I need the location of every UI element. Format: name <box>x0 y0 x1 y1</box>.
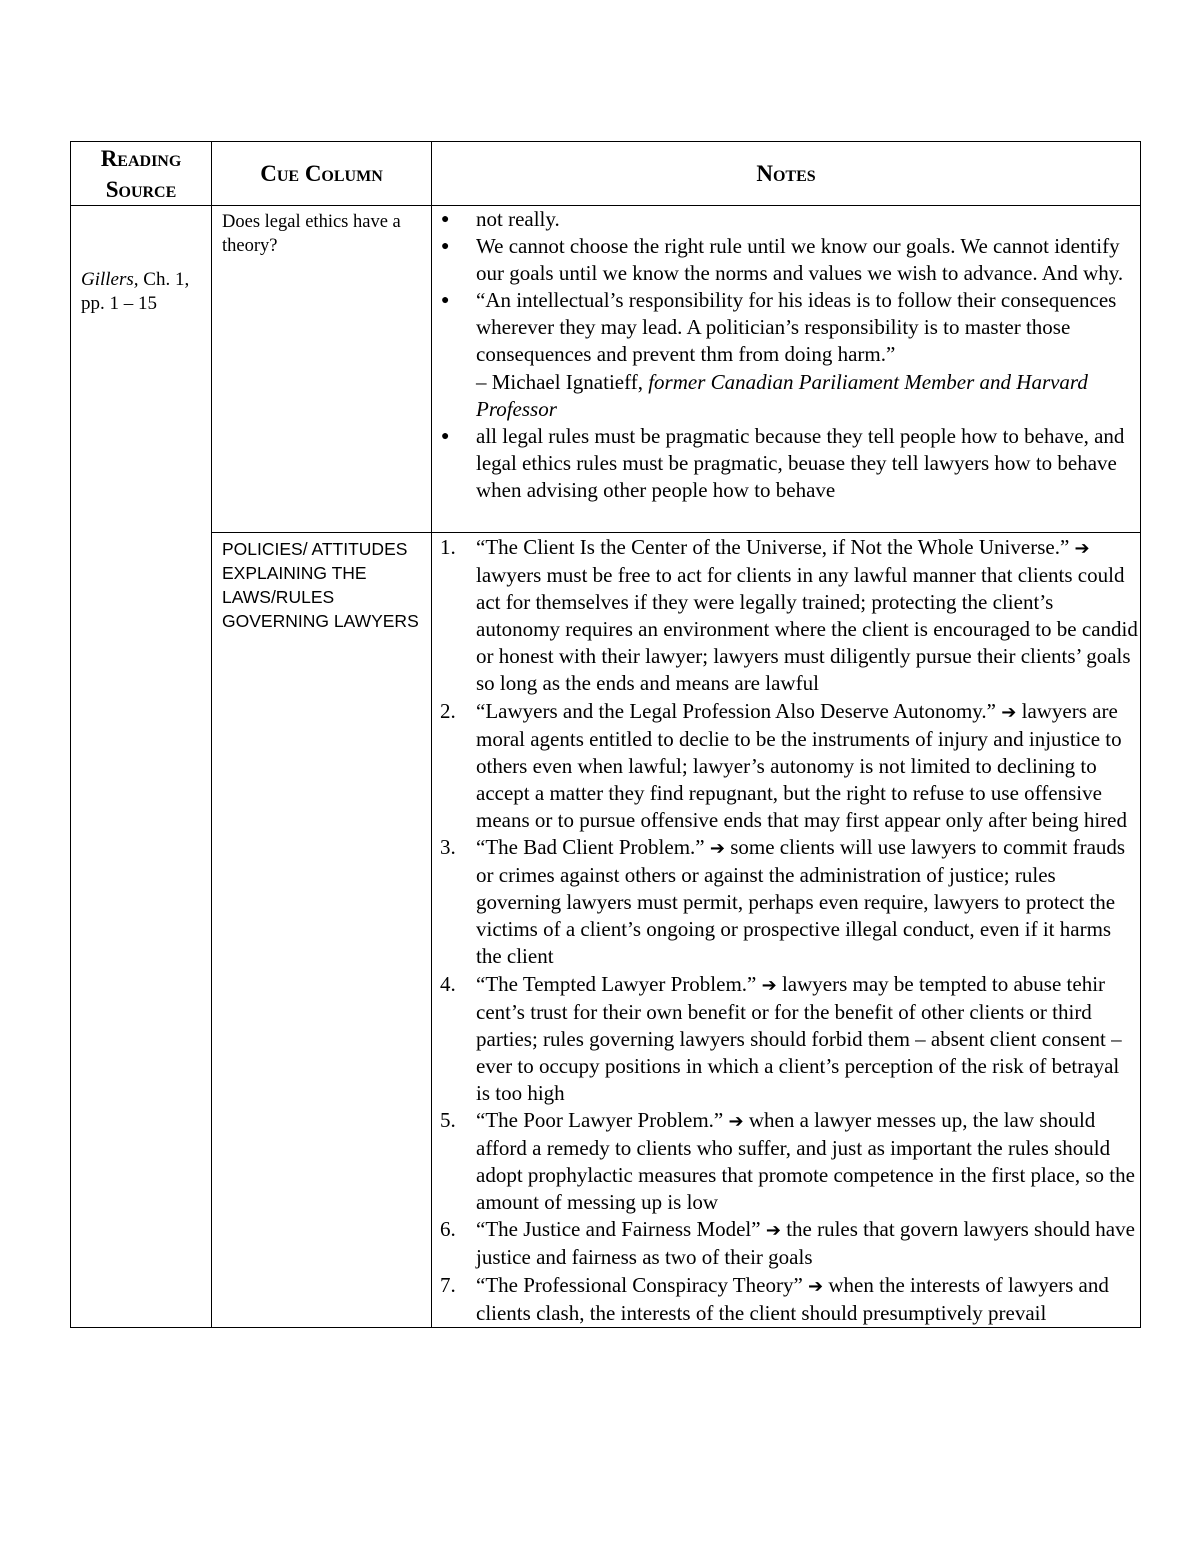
cue-cell <box>212 533 432 1328</box>
item-quote: “The Poor Lawyer Problem.” <box>476 1107 724 1132</box>
arrow-right-icon: ➔ <box>728 1110 744 1132</box>
cue-text: POLICIES/ ATTITUDES EXPLAINING THE LAWS/RULES GOVERNING LAWYERS <box>222 539 419 631</box>
notes-cell <box>432 206 1141 533</box>
item-number: 7. <box>440 1272 456 1297</box>
item-quote: “The Client Is the Center of the Universe, if Not the Whole Universe.” <box>476 535 1070 559</box>
notes-header: Notes <box>432 142 1141 206</box>
item-number: 1. <box>440 535 456 559</box>
list-item <box>432 534 1138 698</box>
numbered-list <box>432 534 1138 1327</box>
notes-cell <box>432 533 1141 1328</box>
bullet-text: all legal rules must be pragmatic because they tell people how to behave, and legal ethics rules must be pragmatic, beuase they tell lawyers how to behave when advising other people how to behave <box>476 423 1125 502</box>
item-text: the rules that govern lawyers should have justice and fairness as two of their goals <box>476 1217 1135 1270</box>
reading-source-cell <box>71 206 212 1328</box>
item-text: lawyers are moral agents entitled to declie to be the instruments of injury and injustice to others even when lawful; lawyer’s autonomy is not limited to declining to accept a matter they find repugnant, but the right to refuse to use offensive means or to pursue offensive ends that may first appear only after being hired <box>476 698 1127 832</box>
bullet-list <box>432 206 1138 504</box>
arrow-right-icon: ➔ <box>709 838 725 860</box>
item-quote: “The Tempted Lawyer Problem.” <box>476 971 757 996</box>
list-item <box>432 971 1138 1107</box>
cue-cell <box>212 206 432 533</box>
header-row <box>71 142 1141 206</box>
list-item <box>432 698 1138 834</box>
list-item <box>432 1272 1138 1327</box>
item-text: when the interests of lawyers and clients clash, the interests of the client should presumptively prevail <box>476 1272 1109 1325</box>
item-quote: “Lawyers and the Legal Profession Also Deserve Autonomy.” <box>476 698 997 723</box>
item-number: 3. <box>440 835 456 860</box>
item-quote: “The Bad Client Problem.” <box>476 835 705 860</box>
cue-text: Does legal ethics have a theory? <box>222 212 401 256</box>
arrow-right-icon: ➔ <box>1001 701 1017 723</box>
item-quote: “The Justice and Fairness Model” <box>476 1217 761 1242</box>
table-row <box>71 206 1141 533</box>
bullet-icon: ● <box>441 239 450 255</box>
item-number: 2. <box>440 698 456 723</box>
bullet-icon: ● <box>441 212 450 227</box>
reading-source-header-line2: Source <box>105 176 177 202</box>
list-item <box>432 834 1138 970</box>
item-text: some clients will use lawyers to commit frauds or crimes against others or against the administration of justice; rules governing lawyers must permit, perhaps even require, lawyers to protect the victims of a client’s ongoing or prospective illegal conduct, even if it harms the client <box>476 835 1126 969</box>
item-number: 6. <box>440 1217 456 1242</box>
arrow-right-icon: ➔ <box>808 1275 824 1297</box>
list-item <box>432 1216 1138 1271</box>
item-number: 4. <box>440 971 456 996</box>
reading-source-header-line1: Reading <box>100 145 182 171</box>
item-text: lawyers may be tempted to abuse tehir cent’s trust for their own benefit or for the benefit of other clients or third parties; rules governing lawyers should forbid them – absent client consent – ever to occupy positions in which a client’s perception of the risk of betrayal is too high <box>476 971 1122 1105</box>
item-text: lawyers must be free to act for clients in any lawful manner that clients could act for themselves if they were legally trained; protecting the client’s autonomy requires an environment where the client is encouraged to be candid or honest with their lawyer; lawyers must diligently pursue their clients’ goals so long as the ends and means are lawful <box>476 563 1138 696</box>
item-text: when a lawyer messes up, the law should afford a remedy to clients who suffer, and just as important the rules should adopt prophylactic measures that promote competence in the first place, so the amount of messing up is low <box>476 1107 1135 1215</box>
source-author: Gillers, <box>81 269 139 290</box>
bullet-text: We cannot choose the right rule until we know our goals. We cannot identify our goals until we know the norms and values we wish to advance. And why. <box>476 234 1124 286</box>
quote-attribution-title: former Canadian Pariliament Member and Harvard Professor <box>476 369 1088 421</box>
source-pages: Ch. 1, pp. 1 – 15 <box>81 269 190 314</box>
list-item <box>432 423 1138 504</box>
list-item <box>432 1107 1138 1216</box>
arrow-right-icon: ➔ <box>761 974 777 996</box>
list-item <box>432 287 1138 422</box>
bullet-icon: ● <box>441 293 450 309</box>
list-item <box>432 233 1138 287</box>
arrow-right-icon: ➔ <box>765 1220 781 1242</box>
table-row <box>71 533 1141 1328</box>
list-item <box>432 206 1138 233</box>
cornell-notes-table <box>70 141 1141 1328</box>
item-quote: “The Professional Conspiracy Theory” <box>476 1272 803 1297</box>
cue-column-header: Cue Column <box>212 142 432 206</box>
quote-text: “An intellectual’s responsibility for his ideas is to follow their consequences wherever they may lead. A politician’s responsibility is to master those consequences and prevent thm from doing harm.” <box>476 288 1117 367</box>
item-number: 5. <box>440 1107 456 1132</box>
bullet-text: not really. <box>476 207 560 231</box>
arrow-right-icon: ➔ <box>1074 538 1090 559</box>
bullet-icon: ● <box>441 428 450 444</box>
reading-source-header <box>71 142 212 206</box>
quote-attribution: – Michael Ignatieff, <box>476 369 649 394</box>
